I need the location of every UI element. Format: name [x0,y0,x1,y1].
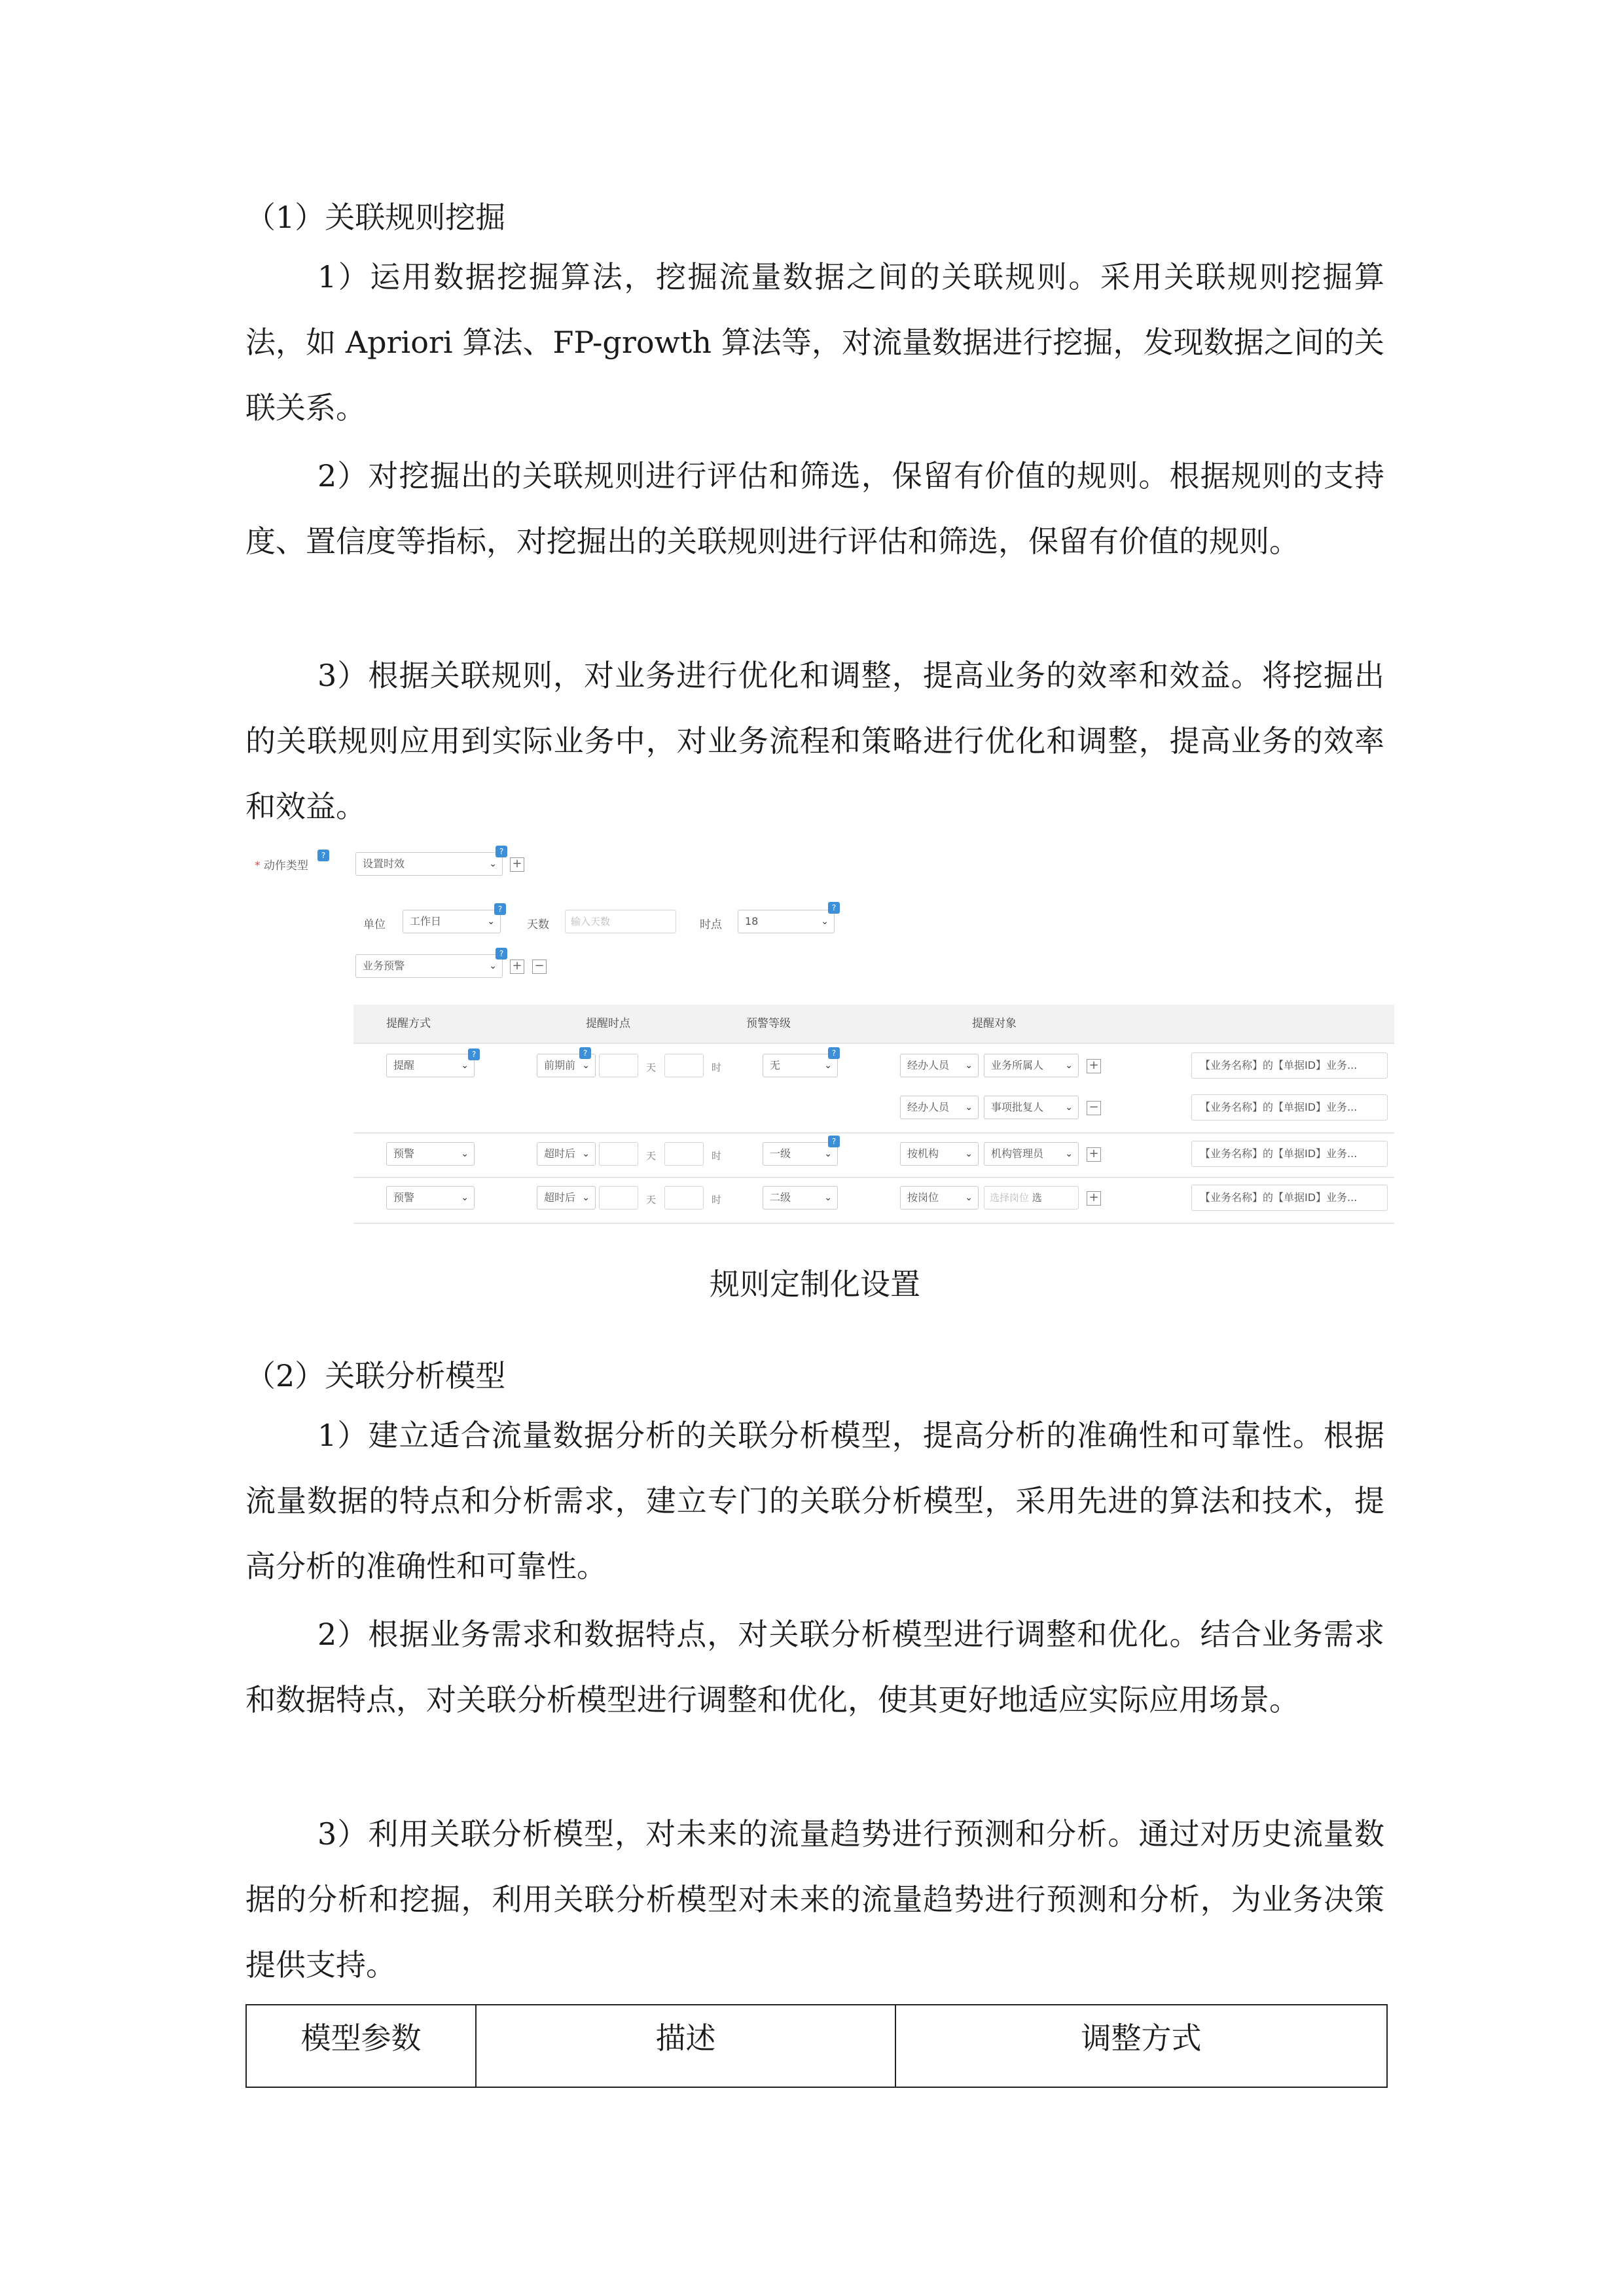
target-type-select[interactable]: 经办人员 ⌄ [900,1054,979,1077]
section-2-paragraph-2: 2）根据业务需求和数据特点，对关联分析模型进行调整和优化。结合业务需求和数据特点，对关联分析模型进行调整和优化，使其更好地适应实际应用场景。 [245,1617,1384,1717]
day-input[interactable] [599,1142,638,1166]
help-icon[interactable]: ? [494,903,506,915]
chevron-down-icon: ⌄ [821,916,829,927]
target-select[interactable]: 事项批复人 ⌄ [984,1096,1079,1119]
method-select[interactable]: 预警 ⌄ [386,1142,475,1166]
section-1-paragraph-2: 2）对挖掘出的关联规则进行评估和筛选，保留有价值的规则。根据规则的支持度、置信度等指标，对挖掘出的关联规则进行评估和筛选，保留有价值的规则。 [245,458,1384,559]
figure-caption: 规则定制化设置 [710,1266,920,1302]
chevron-down-icon: ⌄ [965,1149,973,1159]
remove-button[interactable]: − [1087,1101,1101,1115]
chevron-down-icon: ⌄ [1065,1149,1073,1159]
model-parameter-table [245,2004,1388,2088]
level-select[interactable]: 一级 ⌄ [763,1142,838,1166]
hour-unit: 时 [712,1194,722,1206]
chevron-down-icon: ⌄ [461,1193,469,1203]
help-icon[interactable]: ? [468,1049,480,1060]
chevron-down-icon: ⌄ [824,1149,832,1159]
reminder-table-header [353,1005,1394,1043]
unit-select[interactable]: 工作日 ⌄ [403,910,501,933]
row-divider [353,1177,1394,1178]
level-select[interactable]: 无 ⌄ [763,1054,838,1077]
table-header-cell: 描述 [476,2005,895,2087]
help-icon[interactable]: ? [828,1136,840,1147]
section-2-paragraph-1: 1）建立适合流量数据分析的关联分析模型，提高分析的准确性和可靠性。根据流量数据的特点和分析需求，建立专门的关联分析模型，采用先进的算法和技术，提高分析的准确性和可靠性。 [245,1418,1384,1584]
hour-unit: 时 [712,1062,722,1073]
column-header: 提醒对象 [972,1017,1017,1030]
day-unit: 天 [646,1150,657,1162]
days-input[interactable]: 输入天数 [565,910,676,933]
action-type-label: * 动作类型 [255,859,308,872]
remove-button[interactable]: − [532,960,547,974]
target-picker[interactable]: 选择岗位 选 [984,1186,1079,1210]
chevron-down-icon: ⌄ [824,1060,832,1071]
rule-config-screenshot [245,844,1388,1237]
section-2-paragraph-3: 3）利用关联分析模型，对未来的流量趋势进行预测和分析。通过对历史流量数据的分析和挖掘，利用关联分析模型对未来的流量趋势进行预测和分析，为业务决策提供支持。 [245,1816,1384,1982]
chevron-down-icon: ⌄ [582,1149,590,1159]
chevron-down-icon: ⌄ [582,1193,590,1203]
chevron-down-icon: ⌄ [1065,1060,1073,1071]
method-select[interactable]: 预警 ⌄ [386,1186,475,1210]
chevron-down-icon: ⌄ [582,1060,590,1071]
chevron-down-icon: ⌄ [461,1060,469,1071]
chevron-down-icon: ⌄ [965,1193,973,1203]
chevron-down-icon: ⌄ [487,916,495,927]
column-header: 预警等级 [746,1017,791,1030]
target-type-select[interactable]: 按岗位 ⌄ [900,1186,979,1210]
help-icon[interactable]: ? [496,846,507,857]
add-button[interactable]: + [510,857,524,872]
help-icon[interactable]: ? [579,1047,591,1059]
help-icon[interactable]: ? [828,902,840,914]
timing-select[interactable]: 前期前 ⌄ [537,1054,596,1077]
unit-label: 单位 [363,918,386,931]
section-1-paragraph-3: 3）根据关联规则，对业务进行优化和调整，提高业务的效率和效益。将挖掘出的关联规则应用到实际业务中，对业务流程和策略进行优化和调整，提高业务的效率和效益。 [245,658,1384,824]
section-2-heading: （2）关联分析模型 [245,1358,506,1393]
hour-select[interactable]: 18 ⌄ [738,910,835,933]
message-template-input[interactable]: 【业务名称】的【单据ID】业务... [1191,1185,1388,1211]
row-divider [353,1043,1394,1044]
level-select[interactable]: 二级 ⌄ [763,1186,838,1210]
chevron-down-icon: ⌄ [461,1149,469,1159]
hour-unit: 时 [712,1150,722,1162]
message-template-input[interactable]: 【业务名称】的【单据ID】业务... [1191,1052,1388,1079]
timing-select[interactable]: 超时后 ⌄ [537,1142,596,1166]
chevron-down-icon: ⌄ [965,1102,973,1113]
hour-label: 时点 [700,918,722,931]
target-select[interactable]: 业务所属人 ⌄ [984,1054,1079,1077]
chevron-down-icon: ⌄ [489,961,497,971]
column-header: 提醒时点 [586,1017,630,1030]
day-unit: 天 [646,1194,657,1206]
message-template-input[interactable]: 【业务名称】的【单据ID】业务... [1191,1094,1388,1121]
add-button[interactable]: + [1087,1059,1101,1073]
hour-input[interactable] [664,1054,704,1077]
chevron-down-icon: ⌄ [1065,1102,1073,1113]
day-input[interactable] [599,1054,638,1077]
day-input[interactable] [599,1186,638,1210]
chevron-down-icon: ⌄ [489,859,497,869]
day-unit: 天 [646,1062,657,1073]
table-header-row [246,2005,1387,2087]
help-icon[interactable]: ? [496,948,507,960]
help-icon[interactable]: ? [828,1047,840,1059]
target-select[interactable]: 机构管理员 ⌄ [984,1142,1079,1166]
hour-input[interactable] [664,1186,704,1210]
hour-input[interactable] [664,1142,704,1166]
chevron-down-icon: ⌄ [824,1193,832,1203]
second-action-select[interactable]: 业务预警 ⌄ [355,954,503,978]
row-divider [353,1223,1394,1224]
method-select[interactable]: 提醒 ⌄ [386,1054,475,1077]
target-type-select[interactable]: 按机构 ⌄ [900,1142,979,1166]
add-button[interactable]: + [1087,1147,1101,1162]
action-type-select[interactable]: 设置时效 ⌄ [355,852,503,876]
add-button[interactable]: + [1087,1191,1101,1206]
help-icon[interactable]: ? [317,850,329,861]
add-button[interactable]: + [510,960,524,974]
target-type-select[interactable]: 经办人员 ⌄ [900,1096,979,1119]
table-header-cell: 调整方式 [895,2005,1387,2087]
message-template-input[interactable]: 【业务名称】的【单据ID】业务... [1191,1141,1388,1167]
days-label: 天数 [527,918,549,931]
table-header-cell: 模型参数 [246,2005,476,2087]
row-divider [353,1132,1394,1134]
column-header: 提醒方式 [386,1017,431,1030]
timing-select[interactable]: 超时后 ⌄ [537,1186,596,1210]
section-1-paragraph-1: 1）运用数据挖掘算法，挖掘流量数据之间的关联规则。采用关联规则挖掘算法，如 Apriori 算法、FP-growth 算法等，对流量数据进行挖掘，发现数据之间的关联关系。 [245,259,1384,425]
chevron-down-icon: ⌄ [965,1060,973,1071]
section-1-heading: （1）关联规则挖掘 [245,200,506,235]
